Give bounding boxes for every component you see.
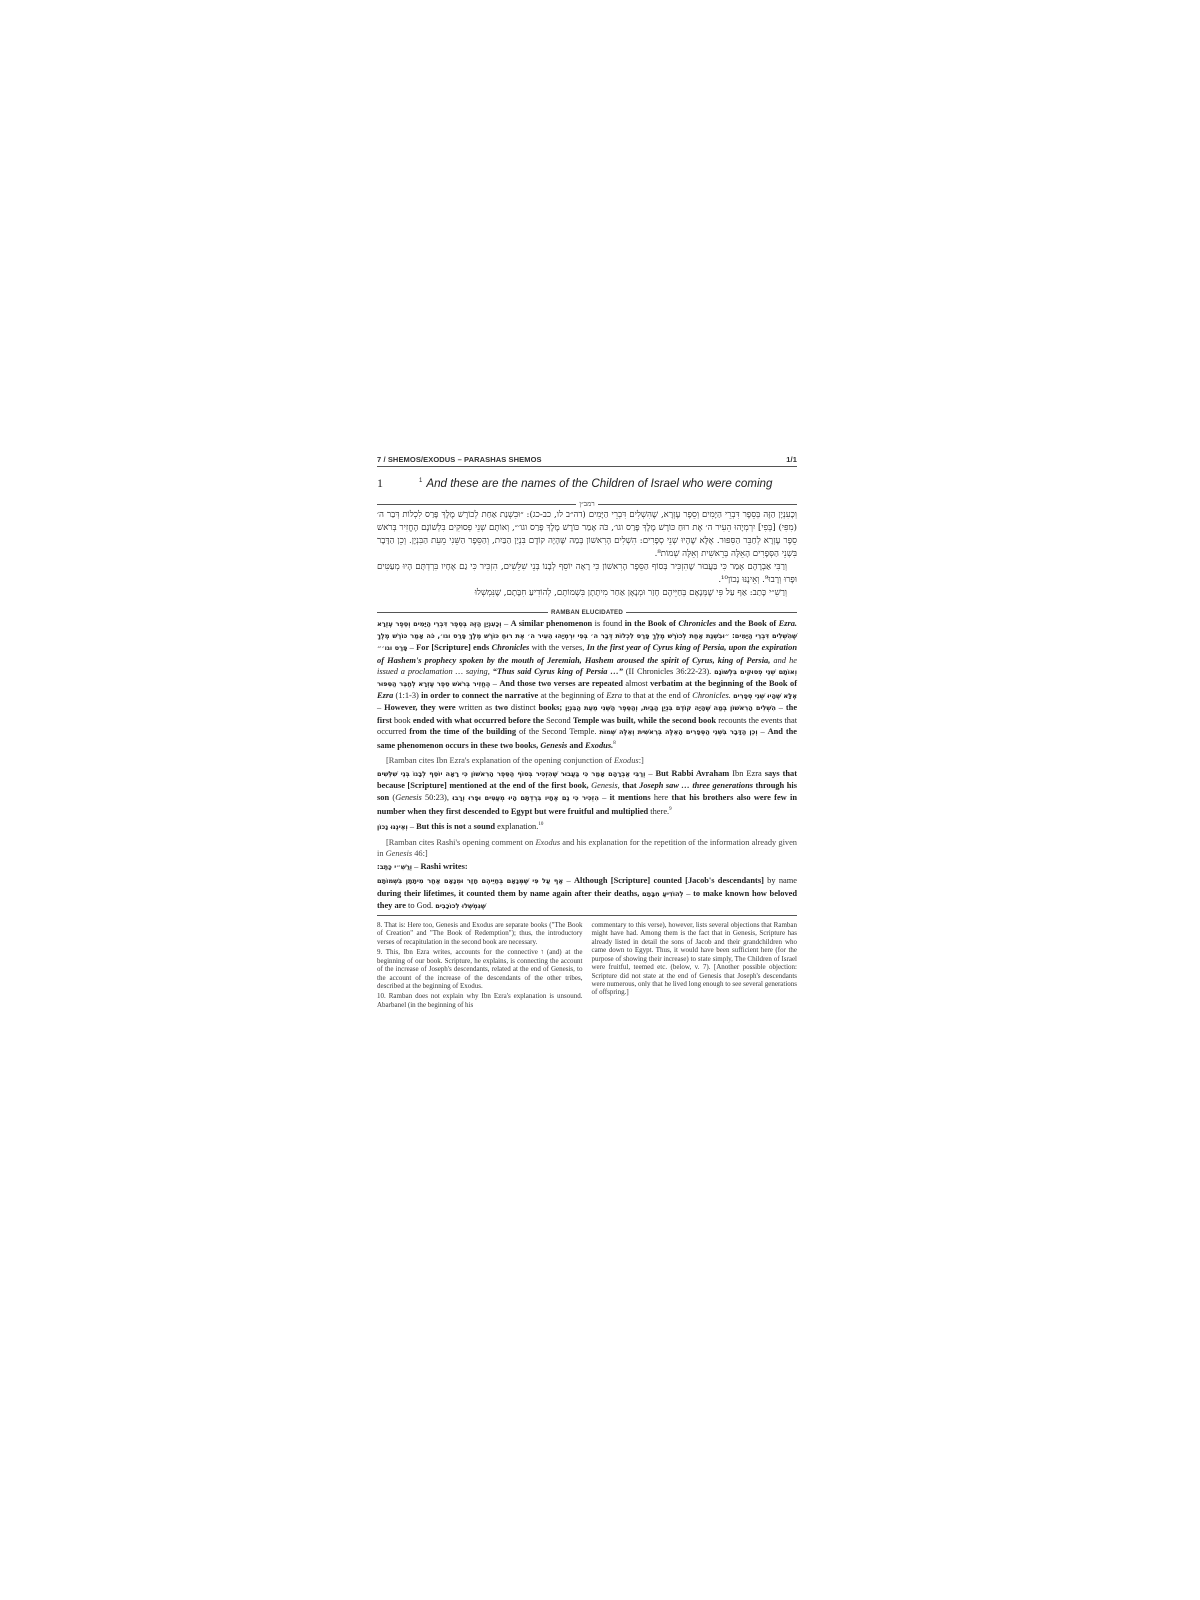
plain-text: and his explanation for the repetition of the information already given in [377, 837, 797, 859]
hebrew-lemma: הִשְׁלִים הָרִאשׁוֹן בְּמַה שֶּׁהָיָה קוֹדֶם בִּנְיַן הַבַּיִת, וְהַסֵּפֶר הַשֵּׁנִי מֵעֵת הַבִּנְיָן [565, 704, 776, 713]
chapter-number: 1 [377, 476, 383, 490]
plain-text: a [465, 821, 474, 831]
bold-text: through his son [377, 781, 797, 802]
bold-text: Temple was built, while the second book [572, 715, 717, 725]
bold-italic-text: Ezra [377, 691, 394, 701]
verse-line [377, 476, 797, 491]
plain-text: there. [648, 806, 670, 816]
italic-text: Ezra [606, 691, 623, 701]
bold-text: And those two verses are repeated [499, 679, 623, 689]
hebrew-lemma: לְהוֹדִיעַ חִבָּתָם [642, 889, 684, 898]
bold-text: But Rabbi Avraham [655, 769, 730, 779]
bold-text: from the time of the building [409, 726, 517, 736]
plain-text: – [407, 821, 417, 831]
hebrew-lemma: וְאֵינֶנּוּ נָכוֹן [377, 822, 408, 831]
plain-text: here [650, 792, 672, 802]
plain-text: :] [638, 756, 644, 766]
ramban-divider [377, 500, 797, 508]
bold-text: that his brothers also were few in number when they first descended to Egypt but were fruitful and multiplied [377, 792, 797, 816]
hebrew-lemma: אַף עַל פִּי שֶׁמְּנָאָם בְּחַיֵּיהֶם חָזַר וּמְנָאָם אַחַר מִיתָתָן בִּשְׁמוֹתָם [377, 877, 564, 886]
footnote-ref[interactable]: 10 [538, 821, 544, 827]
plain-text: – [598, 792, 610, 802]
elucidated-paragraph [377, 861, 797, 873]
plain-text: written as [455, 703, 496, 713]
verse-text [419, 477, 772, 490]
divider-rule [377, 504, 576, 505]
ramban-elucidated-text [377, 618, 797, 912]
elucidated-divider [377, 609, 797, 616]
plain-text: 50:23), [421, 792, 453, 802]
bold-text: and [567, 740, 586, 750]
footnote: commentary to this verse), however, lists several objections that Ramban might have had. Among them is the fact that in Genesis, Scripture has already listed in detail the sons of Jacob and their grandchildren who came down to Egypt. Thus, it would have been sufficient here (for the purpose of showing their increase) to state simply, The Children of Israel were fruitful, teemed etc. (below, v. 7). [Another possible objection: Scripture did not state at the end of Genesis that Joseph's descendants were numerous, only that he lived long enough to see several generations of offspring.] [591, 921, 797, 997]
bold-text: Although [Scripture] counted [Jacob's descendants] [573, 876, 764, 886]
elucidated-paragraph [377, 618, 797, 751]
plain-text: – [490, 679, 500, 689]
bold-text: during their lifetimes, it counted them by name again after their deaths, [377, 888, 640, 898]
bold-text: Rashi writes: [420, 862, 468, 872]
plain-text: (1:1-3) [393, 691, 422, 701]
elucidated-paragraph [377, 819, 797, 833]
elucidated-paragraph [377, 875, 797, 912]
hebrew-lemma: וְרַשִׁ״י כָּתַב: [377, 863, 413, 872]
plain-text: with the verses, [529, 643, 587, 653]
divider-rule [377, 612, 548, 613]
divider-rule [598, 504, 797, 505]
ramban-paragraph: וְכָעִנְיָן הַזֶּה בְּסֵפֶר דִּבְרֵי הַיָּמִים וְסֵפֶר עֶזְרָא, שֶׁהִשְׁלִים דִּבְרֵי הַיָּמִים (דה״ב לו, כב-כג): ״וּבִשְׁנַת אַחַת לְכוֹרֶשׁ מֶלֶךְ פָּרַס לִכְלוֹת דְּבַר ה׳ (מִפִּי) [בְּפִי] יִרְמְיָהוּ הֵעִיר ה׳ אֶת רוּחַ כּוֹרֶשׁ מֶלֶךְ פָּרַס וגו׳, כֹּה אָמַר כּוֹרֶשׁ מֶלֶךְ פָּרַס וגו׳״, וְאוֹתָם שְׁנֵי פְסוּקִים בִּלְשׁוֹנָם הֶחֱזִיר בְּרֹאשׁ סֵפֶר עֶזְרָא לְחַבֵּר הַסִּפּוּר. אֶלָּא שֶׁהָיוּ שְׁנֵי סְפָרִים: הִשְׁלִים הָרִאשׁוֹן בְּמַה שֶּׁהָיָה קוֹדֶם בִּנְיַן הַבַּיִת, וְהַסֵּפֶר הַשֵּׁנִי מֵעֵת הַבִּנְיָן. וְכֵן הַדָּבָר בִּשְׁנֵי הַסְּפָרִים הָאֵלֶּה בְּרֵאשִׁית וְאֵלֶּה שְׁמוֹת⁸. [377, 510, 797, 559]
elucidated-paragraph [377, 768, 797, 817]
plain-text: ( [389, 792, 396, 802]
bold-text: that [619, 781, 640, 791]
bold-text: in order to connect the narrative [421, 691, 539, 701]
bold-text: to make known how beloved they are [377, 888, 798, 910]
bold-text: says that because [Scripture] mentioned at the end of the first book, [377, 769, 797, 791]
verse-translation: And these are the names of the Children of Israel who were coming [426, 477, 773, 490]
editorial-note [377, 755, 797, 766]
bold-text: However, they were [384, 703, 456, 713]
hebrew-lemma: אֶלָּא שֶׁהָיוּ שְׁנֵי סְפָרִים [733, 692, 798, 701]
bold-text: For [Scripture] ends [416, 643, 492, 653]
bold-text: it mentions [609, 792, 651, 802]
italic-text: Genesis [385, 849, 413, 859]
bold-text: verbatim at the beginning of the Book of [650, 679, 797, 689]
running-head [377, 455, 797, 467]
divider-rule [626, 612, 797, 613]
verse-number: 1 [419, 478, 423, 485]
hebrew-lemma: שֶׁהִשְׁלִים דִּבְרֵי הַיָּמִים: ״וּבִשְׁנַת אַחַת לְכוֹרֶשׁ מֶלֶךְ פָּרַס לִכְלוֹת דְּבַר ה׳ בְּפִי יִרְמְיָהוּ הֵעִיר ה׳ אֶת רוּחַ כּוֹרֶשׁ מֶלֶךְ פָּרַס וגו׳, כֹּה אָמַר כּוֹרֶשׁ מֶלֶךְ פָּרַס וגו׳״ [377, 632, 797, 653]
bold-italic-text: Chronicles [678, 619, 717, 628]
bold-text: two [495, 703, 509, 713]
hebrew-lemma: שֶׁנִּמְשְׁלוּ לְכוֹכָבִים [435, 901, 486, 910]
footnotes-column-right [592, 921, 798, 1011]
plain-text: – [563, 876, 574, 886]
bold-italic-text: Chronicles [491, 643, 530, 653]
plain-text: – [412, 862, 421, 872]
footnote-ref[interactable]: 8 [613, 741, 616, 747]
bold-italic-text: Ezra. [778, 619, 798, 628]
plain-text: book [391, 715, 413, 725]
bold-text: A similar phenomenon [510, 619, 593, 628]
plain-text: is found [592, 619, 625, 628]
footnote: 8. That is: Here too, Genesis and Exodus are separate books ("The Book of Creation" and "The Book of Redemption"); thus, the introductory verses of recapitulation in the second book are necessary. [377, 921, 583, 946]
plain-text: [Ramban cites Rashi's opening comment on [386, 837, 536, 847]
plain-text: – [501, 619, 511, 628]
italic-text: Exodus [535, 837, 561, 847]
ramban-hebrew-text [377, 509, 797, 600]
plain-text: Ibn Ezra [729, 769, 765, 779]
bold-italic-text: In the first year of Cyrus king of Persia, upon the expiration of Hashem's prophecy spoken by the mouth of Jeremiah, Hashem aroused the spirit of Cyrus, king of Persia, [377, 643, 797, 665]
bold-italic-text: “Thus said Cyrus king of Persia …” [492, 666, 623, 676]
bold-text: ended with what occurred before the [412, 715, 544, 725]
hebrew-lemma: וְכֵן הַדָּבָר בִּשְׁנֵי הַסְּפָרִים הָאֵלֶּה בְּרֵאשִׁית וְאֵלֶּה שְׁמוֹת [599, 727, 758, 736]
bold-text: in the Book of [624, 619, 679, 628]
footnote-rule [377, 915, 797, 916]
plain-text: – [757, 726, 768, 736]
footnote: 10. Ramban does not explain why Ibn Ezra's explanation is unsound. Abarbanel (in the beginning of his [377, 992, 583, 1009]
document-page [377, 455, 797, 1011]
page-ref: 1/1 [786, 455, 797, 464]
bold-italic-text: Exodus. [585, 740, 614, 750]
bold-text: But this is not [416, 821, 466, 831]
ramban-paragraph: וְרַשִׁ״י כָּתַב: אַף עַל פִּי שֶׁמְּנָאָם בְּחַיֵּיהֶם חָזַר וּמְנָאָן אַחַר מִיתָתָן בִּשְׁמוֹתָם, לְהוֹדִיעַ חִבָּתָם, שֶׁנִּמְשְׁלוּ [474, 588, 787, 598]
italic-text: Genesis, [591, 781, 620, 791]
plain-text: (II Chronicles 36:22-23). [622, 666, 715, 676]
bold-text: books; [538, 703, 563, 713]
italic-text: Genesis [395, 792, 422, 802]
bold-text: And the same phenomenon occurs in these two books, [377, 726, 797, 750]
elucidated-label: RAMBAN ELUCIDATED [550, 609, 624, 616]
plain-text: by name [763, 876, 797, 886]
bold-text: and the Book of [716, 619, 779, 628]
plain-text: distinct [508, 703, 539, 713]
plain-text: 46:] [412, 849, 428, 859]
italic-text: Exodus [614, 756, 639, 766]
footnotes [377, 921, 797, 1011]
plain-text: – [683, 888, 694, 898]
bold-italic-text: Genesis [540, 740, 568, 750]
ramban-paragraph: וְרַבִּי אַבְרָהָם אָמַר כִּי בַּעֲבוּר שֶׁהִזְכִּיר בְּסוֹף הַסֵּפֶר הָרִאשׁוֹן כִּי רָאָה יוֹסֵף לְבָנוֹ בְּנֵי שִׁלֵּשִׁים, הִזְכִּיר כִּי גַם אֶחָיו בִּרְדְתָּם הָיוּ מְעַטִּים וּפָרוּ וְרָבוּ⁹. וְאֵינֶנּוּ נָכוֹן¹⁰. [377, 562, 797, 585]
running-head-title: 7 / SHEMOS/EXODUS – PARASHAS SHEMOS [377, 455, 542, 464]
plain-text: almost [622, 679, 651, 689]
plain-text: to that at the end of [622, 691, 693, 701]
hebrew-lemma: הִזְכִּיר כִּי גַם אֶחָיו בִּרְדְתָּם הָיוּ מְעַטִּים וּפָרוּ וְרָבוּ [452, 793, 599, 802]
plain-text: recounts the events that occurred [377, 715, 798, 736]
hebrew-lemma: וְאוֹתָם שְׁנֵי פְסוּקִים בִּלְשׁוֹנָם הֶחֱזִיר בְּרֹאשׁ סֵפֶר עֶזְרָא לְחַבֵּר הַסִּפּוּר [377, 667, 797, 689]
ramban-label: רמב״ן [579, 500, 595, 508]
plain-text: of the Second Temple. [516, 726, 600, 736]
plain-text: – [775, 703, 786, 713]
plain-text: – [645, 769, 656, 779]
bold-text: sound [473, 821, 496, 831]
editorial-note [377, 837, 797, 859]
hebrew-lemma: וְכָעִנְיָן הַזֶּה בְּסֵפֶר דִּבְרֵי הַיָּמִים וְסֵפֶר עֶזְרָא [377, 620, 502, 628]
footnote-ref[interactable]: 9 [669, 806, 672, 812]
plain-text: explanation. [495, 821, 539, 831]
plain-text: Second [543, 715, 573, 725]
bold-italic-text: Joseph saw … three generations [639, 781, 753, 791]
plain-text: [Ramban cites Ibn Ezra's explanation of the opening conjunction of [386, 756, 615, 766]
italic-text: Chronicles. [692, 691, 731, 701]
plain-text: to God. [405, 900, 436, 910]
plain-text: – [377, 703, 385, 713]
bold-text: the first [377, 703, 798, 725]
italic-text: and he issued a proclamation … saying, [377, 655, 798, 676]
plain-text: at the beginning of [538, 691, 607, 701]
hebrew-lemma: וְרַבִּי אַבְרָהָם אָמַר כִּי בַּעֲבוּר שֶׁהִזְכִּיר בְּסוֹף הַסֵּפֶר הָרִאשׁוֹן כִּי רָאָה יוֹסֵף לְבָנוֹ בְּנֵי שִׁלֵּשִׁים [377, 770, 646, 779]
footnote: 9. This, Ibn Ezra writes, accounts for the connective ו (and) at the beginning of our book. Scripture, he explains, is connecting the account of the increase of Joseph's descendants, related at the end of Genesis, to the account of the increase of the descendants of the other tribes, described at the beginning of Exodus. [377, 948, 583, 990]
footnotes-column-left [377, 921, 583, 1011]
plain-text: – [407, 643, 417, 653]
